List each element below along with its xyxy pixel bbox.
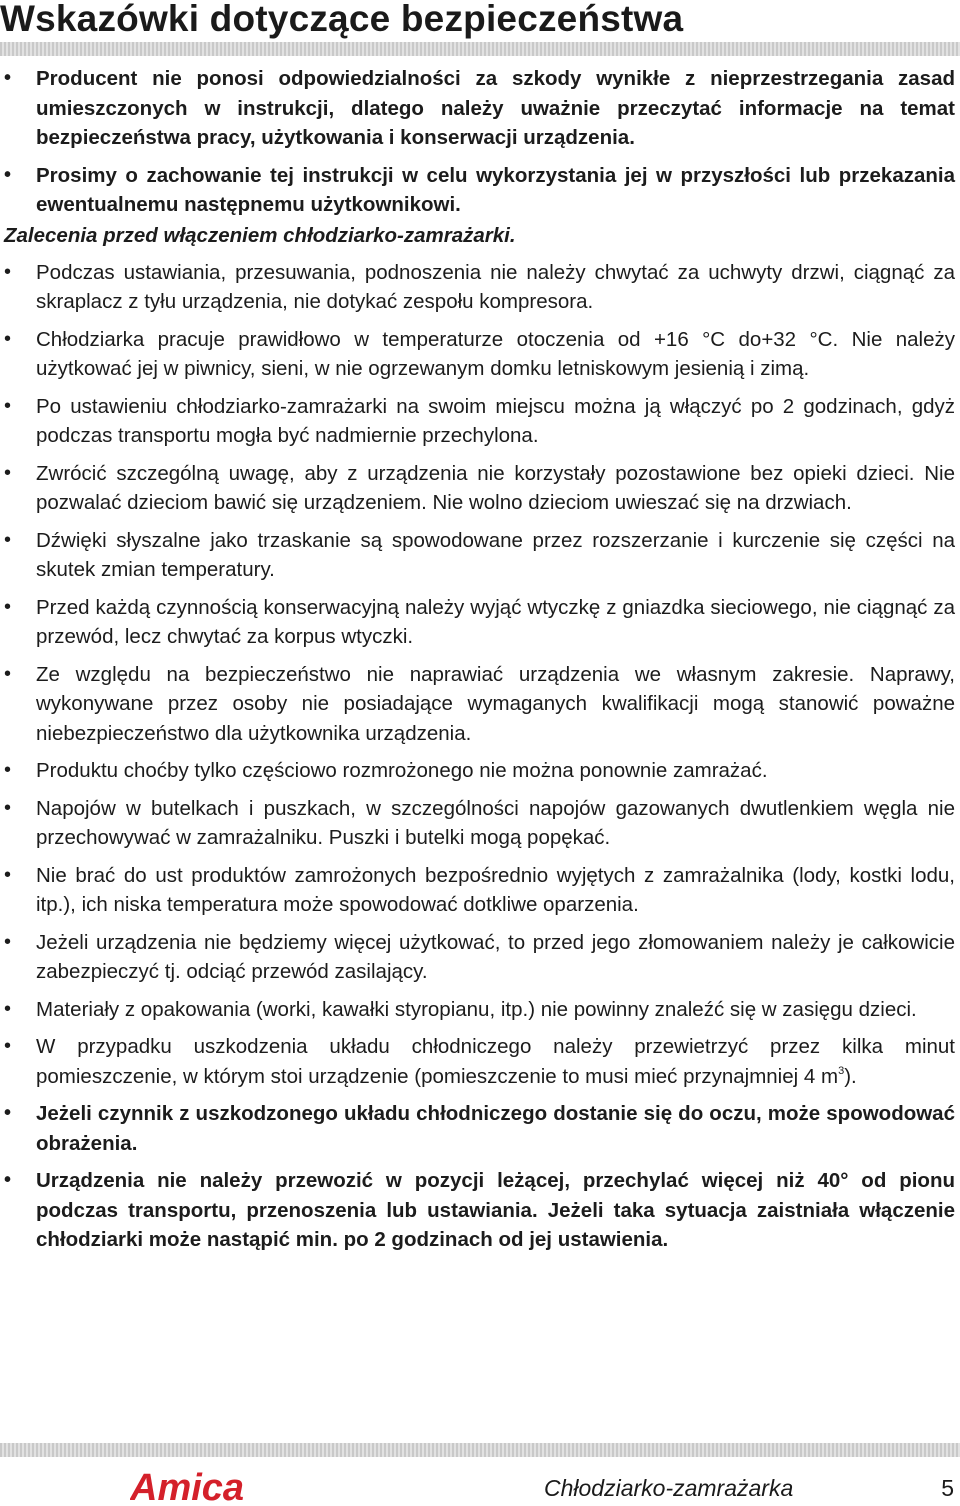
list-item-text: Nie brać do ust produktów zamrożonych bezpośrednio wyjętych z zamrażalnika (lody, kostki lodu, itp.), ich niska temperatura może spowodować dotkliwe oparzenia.	[36, 863, 955, 916]
list-item-text: Po ustawieniu chłodziarko-zamrażarki na swoim miejscu można ją włączyć po 2 godzinach, gdyż podczas transportu mogła być nadmiernie przechylona.	[36, 394, 955, 447]
bullet-icon: •	[4, 327, 12, 350]
list-item	[0, 660, 955, 749]
list-item	[0, 459, 955, 518]
amica-logo	[130, 1466, 250, 1506]
list-item-text: Producent nie ponosi odpowiedzialności za szkody wynikłe z nieprzestrzegania zasad umieszczonych w instrukcji, dlatego należy uważnie przeczytać informacje na temat bezpieczeństwa pracy, użytkowania i konserwacji urządzenia.	[36, 67, 955, 149]
bullet-icon: •	[4, 997, 12, 1020]
list-item-text: W przypadku uszkodzenia układu chłodniczego należy przewietrzyć przez kilka minut pomieszczenie, w którym stoi urządzenie (pomieszczenie to musi mieć przynajmniej 4 m	[36, 1035, 955, 1088]
bullet-icon: •	[4, 1035, 12, 1057]
list-item-text: Jeżeli urządzenia nie będziemy więcej użytkować, to przed jego złomowaniem należy je całkowicie zabezpieczyć tj. odciąć przewód zasilający.	[36, 930, 955, 983]
section-heading: Zalecenia przed włączeniem chłodziarko-zamrażarki.	[4, 223, 516, 247]
list-item-text: Prosimy o zachowanie tej instrukcji w celu wykorzystania jej w przyszłości lub przekazania ewentualnemu następnemu użytkownikowi.	[36, 163, 955, 216]
list-item-text: Produktu choćby tylko częściowo rozmrożonego nie można ponownie zamrażać.	[36, 759, 768, 782]
bullet-icon: •	[4, 1169, 12, 1191]
list-item	[0, 392, 955, 451]
list-item-text: Ze względu na bezpieczeństwo nie naprawiać urządzenia we własnym zakresie. Naprawy, wykonywane przez osoby nie posiadające wymaganych kwalifikacji mogą stanowić poważne niebezpieczeństwo dla użytkownika urządzenia.	[36, 662, 955, 745]
list-item	[0, 928, 955, 987]
bullet-icon: •	[4, 796, 12, 819]
list-item-text: Jeżeli czynnik z uszkodzonego układu chłodniczego dostanie się do oczu, może spowodować obrażenia.	[36, 1102, 955, 1155]
list-item	[0, 64, 955, 153]
list-item	[0, 995, 955, 1025]
bottom-divider	[0, 1443, 960, 1457]
list-item-text: Przed każdą czynnością konserwacyjną należy wyjąć wtyczkę z gniazdka sieciowego, nie ciągnąć za przewód, lecz chwytać za korpus wtyczki.	[36, 595, 955, 648]
bullet-icon: •	[4, 595, 12, 618]
list-item-text: Zwrócić szczególną uwagę, aby z urządzenia nie korzystały pozostawione bez opieki dzieci. Nie pozwalać dzieciom bawić się urządzeniem. Nie wolno dzieciom uwieszać się na drzwiach.	[36, 461, 955, 514]
safety-list	[0, 64, 955, 1263]
list-item-text-tail: ).	[844, 1064, 857, 1088]
list-item	[0, 526, 955, 585]
list-item-text: Materiały z opakowania (worki, kawałki styropianu, itp.) nie powinny znaleźć się w zasięgu dzieci.	[36, 997, 917, 1021]
bullet-icon: •	[4, 528, 12, 551]
bullet-icon: •	[4, 67, 12, 89]
list-item	[0, 258, 955, 317]
superscript: 3	[838, 1064, 845, 1077]
bullet-icon: •	[4, 863, 12, 886]
list-item-text: Urządzenia nie należy przewozić w pozycji leżącej, przechylać więcej niż 40° od pionu podczas transportu, przenoszenia lub ustawiania. Jeżeli taka sytuacja zaistniała włączenie chłodziarki może nastąpić min. po 2 godzinach od jej ustawienia.	[36, 1169, 955, 1251]
bullet-icon: •	[4, 759, 12, 781]
bullet-icon: •	[4, 394, 12, 417]
bullet-icon: •	[4, 930, 12, 953]
list-item	[0, 756, 955, 786]
list-item	[0, 794, 955, 853]
product-name: Chłodziarko-zamrażarka	[544, 1475, 794, 1501]
list-item-text: Chłodziarka pracuje prawidłowo w temperaturze otoczenia od +16 °C do+32 °C. Nie należy użytkować jej w piwnicy, sieni, w nie ogrzewanym domku letniskowym jesienią i zimą.	[36, 327, 955, 380]
bullet-icon: •	[4, 163, 12, 186]
list-item	[0, 325, 955, 384]
list-item	[0, 593, 955, 652]
list-item	[0, 1099, 955, 1158]
bullet-icon: •	[4, 662, 12, 685]
svg-text:Amica: Amica	[130, 1467, 245, 1506]
bullet-icon: •	[4, 1102, 12, 1124]
bullet-icon: •	[4, 461, 12, 484]
list-item	[0, 1032, 955, 1091]
page-title: Wskazówki dotyczące bezpieczeństwa	[0, 0, 684, 39]
bullet-icon: •	[4, 260, 12, 283]
list-item-text: Napojów w butelkach i puszkach, w szczególności napojów gazowanych dwutlenkiem węgla nie przechowywać w zamrażalniku. Puszki i butelki mogą popękać.	[36, 796, 955, 849]
list-item	[0, 161, 955, 220]
list-item	[0, 861, 955, 920]
list-item-text: Podczas ustawiania, przesuwania, podnoszenia nie należy chwytać za uchwyty drzwi, ciągnąć za skraplacz z tyłu urządzenia, nie dotykać zespołu kompresora.	[36, 260, 955, 313]
list-item	[0, 1166, 955, 1255]
list-item-text: Dźwięki słyszalne jako trzaskanie są spowodowane przez rozszerzanie i kurczenie się części na skutek zmian temperatury.	[36, 528, 955, 581]
brand-logo-icon	[130, 1466, 250, 1506]
top-divider	[0, 42, 960, 56]
page-number: 5	[941, 1475, 954, 1501]
